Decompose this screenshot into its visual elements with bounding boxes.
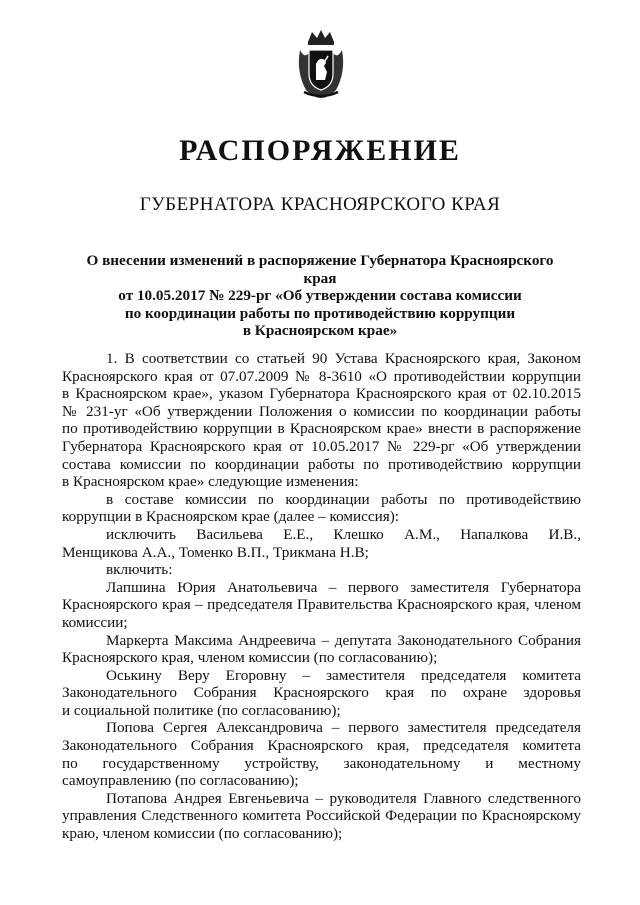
body-line: Красноярского края от 07.07.2009 № 8-3610 «О противодействии коррупции bbox=[62, 367, 581, 385]
body-line: коррупции в Красноярском крае (далее – комиссия): bbox=[62, 508, 400, 526]
body-line: Оськину Веру Егоровну – заместителя председателя комитета bbox=[106, 666, 581, 684]
body-line: самоуправлению (по согласованию); bbox=[62, 772, 299, 790]
body-line: Потапова Андрея Евгеньевича – руководителя Главного следственного bbox=[106, 789, 581, 807]
body-line: Менщикова А.А., Томенко В.П., Трикмана Н.В; bbox=[62, 543, 369, 561]
body-line: Красноярского края, членом комиссии (по согласованию); bbox=[62, 649, 438, 667]
body-line: в составе комиссии по координации работы по противодействию bbox=[106, 490, 581, 508]
body-line: в Красноярском крае» следующие изменения: bbox=[62, 473, 359, 491]
body-line: по противодействию коррупции в Красноярском крае» внести в распоряжение bbox=[62, 420, 581, 438]
body-line: включить: bbox=[106, 561, 173, 579]
body-line: Лапшина Юрия Анатольевича – первого заместителя Губернатора bbox=[106, 578, 581, 596]
document-subtitle: ГУБЕРНАТОРА КРАСНОЯРСКОГО КРАЯ bbox=[139, 194, 501, 215]
body-line: комиссии; bbox=[62, 613, 128, 631]
body-line: управления Следственного комитета Российской Федерации по Красноярскому bbox=[62, 807, 581, 825]
body-line: 1. В соответствии со статьей 90 Устава Красноярского края, Законом bbox=[106, 350, 581, 367]
document-heading bbox=[70, 252, 570, 340]
document-title: РАСПОРЯЖЕНИЕ bbox=[179, 134, 461, 167]
heading-line: от 10.05.2017 № 229-рг «Об утверждении состава комиссии bbox=[118, 287, 522, 304]
body-line: по государственному устройству, законодательному и местному bbox=[62, 754, 581, 772]
body-line: № 231-уг «Об утверждении Положения о комиссии по координации работы bbox=[62, 402, 581, 420]
body-line: состава комиссии по координации работы по противодействию коррупции bbox=[62, 455, 581, 473]
body-line: и социальной политике (по согласованию); bbox=[62, 701, 341, 719]
body-line: Маркерта Максима Андреевича – депутата Законодательного Собрания bbox=[106, 631, 581, 649]
heading-line: в Красноярском крае» bbox=[242, 322, 398, 339]
heading-line: О внесении изменений в распоряжение Губернатора Красноярского края bbox=[86, 252, 554, 287]
body-line: в Красноярском крае», указом Губернатора Красноярского края от 02.10.2015 bbox=[62, 385, 581, 403]
body-line: Красноярского края – председателя Правительства Красноярского края, членом bbox=[62, 596, 581, 614]
body-line: Губернатора Красноярского края от 10.05.2017 № 229-рг «Об утверждении bbox=[62, 437, 581, 455]
body-line: Законодательного Собрания Красноярского края, председателя комитета bbox=[62, 737, 581, 755]
body-line: краю, членом комиссии (по согласованию); bbox=[62, 825, 343, 843]
body-line: Попова Сергея Александровича – первого заместителя председателя bbox=[106, 719, 581, 737]
body-line: Законодательного Собрания Красноярского края по охране здоровья bbox=[62, 684, 581, 702]
body-line: исключить Васильева Е.Е., Клешко А.М., Напалкова И.В., bbox=[106, 525, 581, 543]
heading-line: по координации работы по противодействию коррупции bbox=[124, 304, 516, 322]
document-body bbox=[62, 350, 581, 843]
coat-of-arms-icon bbox=[294, 28, 348, 100]
